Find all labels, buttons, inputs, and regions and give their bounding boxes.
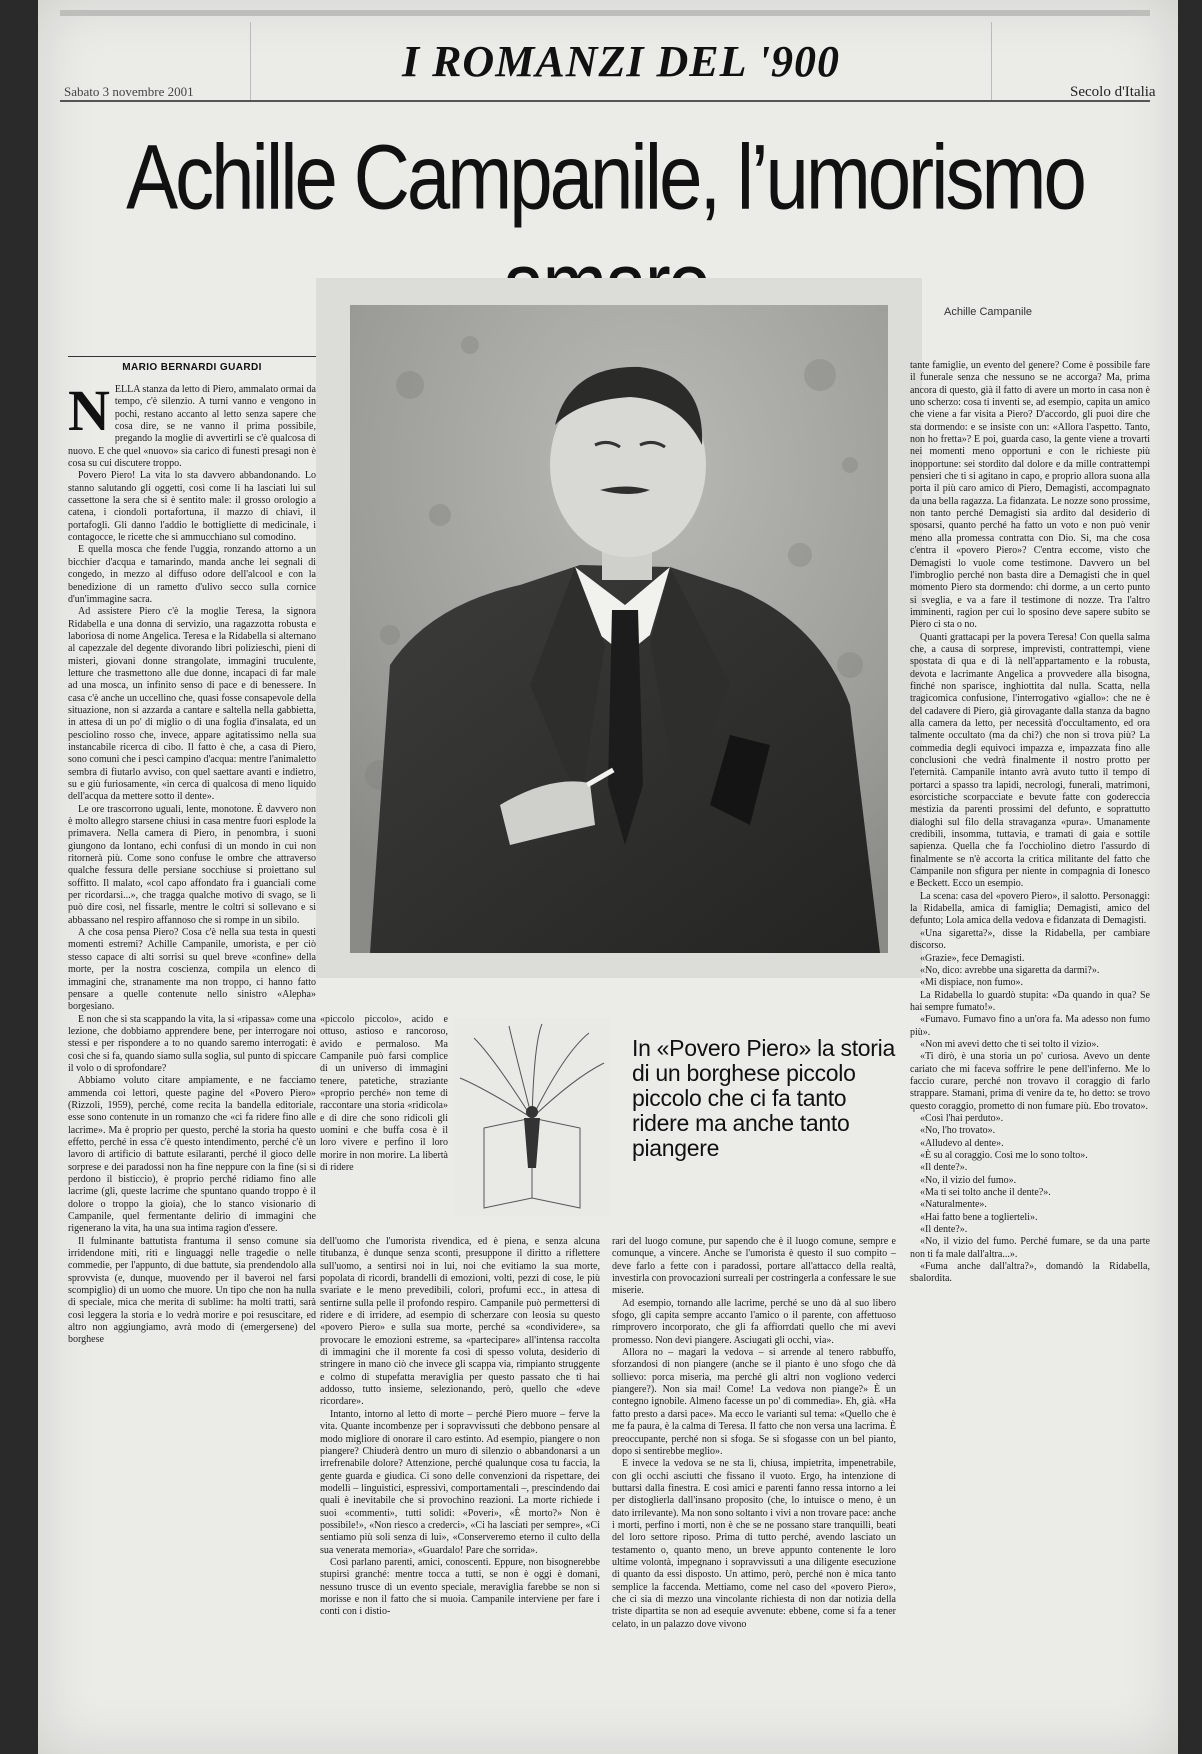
masthead: [250, 22, 992, 100]
paragraph: «Naturalmente».: [920, 1199, 987, 1211]
paragraph: [68, 384, 316, 470]
newspaper-name: Secolo d'Italia: [1070, 84, 1156, 100]
paragraph: «No, l'ho trovato».: [920, 1125, 996, 1137]
paragraph: La scena: casa del «povero Piero», il salotto. Personaggi: la Ridabella, amica di famiglia; Demagisti, amico del defunto; Lola amica della vedova e fidanzata di Demagisti.: [910, 890, 1150, 927]
author-byline: MARIO BERNARDI GUARDI: [122, 362, 262, 373]
paragraph: Povero Piero! La vita lo sta davvero abbandonando. Lo stanno salutando gli oggetti, così come li ha lasciati lui sul cassettone la sera che si è sentito male: il grosso orologio a catena, i ciondoli portafortuna, il mazzo di chiavi, il portafogli. Gli danno l'addio le bottigliette di medicinale, i contagocce, le ricette che si ammucchiano sul comodino.: [68, 470, 316, 544]
paragraph: «Così l'hai perduto».: [920, 1112, 1004, 1124]
paragraph: E invece la vedova se ne sta lì, chiusa, impietrita, impenetrabile, con gli occhi asciutti che fissano il vuoto. Ergo, ha intenzione di buttarsi dalla finestra. E così amici e parenti fanno ressa intorno a lei per distoglierla dall'insano proposito (che, lo intuisce o meno, è un dato irrilevante). Ma non sono soltanto i vivi a non trovare pace: anche i morti, perfino i morti, non è che se ne possano stare tranquilli, beati del loro settore riposo. Prima di tutto perché, avendo lasciato un testamento o, quanto meno, un breve appunto contenente le loro ultime volontà, impegnano i sopravvissuti a una diligente esecuzione di quanto da essi disposto. Un attimo, però, perché non è mica tanto semplice la faccenda. Mettiamo, come nel caso del «povero Piero», che ci sia di mezzo una vincolante richiesta di non dar notizia della triste dipartita se non ad esequie avvenute: ebbene, come si fa a tener celato, in un palazzo dove vivono: [612, 1458, 896, 1630]
paragraph: Ad esempio, tornando alle lacrime, perché se uno dà al suo libero sfogo, gli capita sempre accanto l'amico o il parente, con affettuoso rimprovero incorporato, che gli fa affiorrdati quello che mi avevi promesso. Non devi piangere. Asciugati gli occhi, via».: [612, 1297, 896, 1346]
paragraph: «Non mi avevi detto che ti sei tolto il vizio».: [920, 1038, 1099, 1050]
portrait-photo: [350, 305, 888, 953]
paragraph: «Alludevo al dente».: [920, 1137, 1004, 1149]
paragraph: Quanti grattacapi per la povera Teresa! Con quella salma che, a causa di sorprese, imprevisti, contrattempi, viene spostata di qua e di là nell'appartamento e la robusta, devota e lacrimante Angelica a provvedere alla bisogna, finché non sparisce, inghiottita dal nulla. Scatta, nella tragicomica confusione, l'interrogativo «giallo»: che ne è del cadavere di Piero, già girovagante dalla stanza da bagno alla camera da letto, per necessità d'occultamento, ed ora talmente occultato (ma da chi?) che non si trova più? La commedia degli equivoci impazza e, impazzata fino alle conclusioni che vedrà finalmente il nostro protto per l'eternità. Campanile intanto avrà avuto tutto il tempo di portarci a spasso tra lapidi, necrologi, funerali, matrimoni, esorcistiche scorpacciate e bevute fatte con godereccia mestizia da parenti prossimi del defunto, e soprattutto dialoghi sul filo della stravaganza «pura». Umanamente credibili, insomma, tuttavia, e tramati di gaia e sottile sapienza. Quella che fa l'occhiolino dietro l'assurdo di finalmente se n'è accorta la critica militante del fatto che Campanile non sfigura per niente in compagnia di Ionesco e Beckett. Ecco un esempio.: [910, 631, 1150, 890]
paragraph: A che cosa pensa Piero? Cosa c'è nella sua testa in questi momenti estremi? Achille Campanile, umorista, e per ciò stesso capace di alti sorrisi su quel breve «confine» della morte, per la nostra coscienza, compila un elenco di immagini che, stranamente ma non troppo, ci hanno fatto pensare a quelle contenute nello sinistro «Alepha» borgesiano.: [68, 927, 316, 1013]
paragraph: «Grazie», fece Demagisti.: [920, 952, 1025, 964]
drop-cap: N: [68, 384, 110, 443]
paragraph: E non che si sta scappando la vita, la si «ripassa» come una lezione, che dobbiamo apprendere bene, per interrogare noi stessi e per rispondere a to no quando saremo interrogati: è così che si fa, quando siamo sulla soglia, sul punto di spiccare il volo o di sprofondare?: [68, 1013, 316, 1074]
paragraph: «Ti dirò, è una storia un po' curiosa. Avevo un dente cariato che mi faceva soffrire le pene dell'inferno. Me lo faccio curare, perché non trovavo il coraggio di farlo strappare. Stamani, prima di venire da te, ho detto: se trovo questo coraggio, prometto di non fumare più. Ebo trovato».: [910, 1051, 1150, 1112]
article-column-left: [68, 384, 316, 1746]
paragraph: «Il dente?».: [920, 1224, 968, 1236]
paragraph: «Hai fatto bene a toglierteli».: [920, 1211, 1038, 1223]
paragraph: E quella mosca che fende l'uggia, ronzando attorno a un bicchier d'acqua e tamarindo, manda anche lei segnali di congedo, in mezzo al diffuso odore dell'alcool e con la benedizione di un rametto d'ulivo secco sulla cornice d'un'immagine sacra.: [68, 544, 316, 605]
issue-date: Sabato 3 novembre 2001: [64, 84, 194, 99]
article-column-under-photo: [320, 1014, 448, 1232]
paragraph: «Fuma anche dall'altra?», domandò la Ridabella, sbalordita.: [910, 1261, 1150, 1285]
paragraph: La Ridabella lo guardò stupita: «Da quando in qua? Se hai sempre fumato!».: [910, 989, 1150, 1013]
pull-quote: In «Povero Piero» la storia di un borghese piccolo piccolo che ci fa tanto ridere ma anche tanto piangere: [632, 1035, 895, 1161]
paragraph: rari del luogo comune, pur sapendo che è il luogo comune, sempre e comunque, a vincere. Anche se l'umorista è questo il suo compito – deve farlo a fette con i paradossi, portare all'attacco della realtà, investirla con provocazioni surreali per costringerla a confessare le sue miserie.: [612, 1236, 896, 1297]
paragraph: «È su al coraggio. Così me lo sono tolto».: [920, 1150, 1088, 1161]
paragraph: Intanto, intorno al letto di morte – perché Piero muore – ferve la vita. Quante incombenze per i sopravvissuti che debbono pensare al modo migliore di onorare il caro estinto. Ad esempio, piangere o non piangere? Chiuderà dentro un muro di silenzio o abbandonarsi a un irrefrenabile dolore? Attenzione, perché qualunque cosa tu faccia, la gente guarda e giudica. Ci sono delle convenzioni da rispettare, dei modelli – linguistici, espressivi, comportamentali –, prescindendo dai quali è inevitabile che si provochino reazioni. La morte richiede i suoi «commenti», tutti solidi: «Poveri», «È morto?» Non è possibile!», «Non riesco a crederci», «Ci ha lasciati per sempre», «Ci sentiamo più soli senza di lui», «Conserveremo eterno il culto della sua venerata memoria», «Guardalo! Pare che sorrida».: [320, 1408, 600, 1556]
paragraph: Abbiamo voluto citare ampiamente, e ne facciamo ammenda coi lettori, queste pagine del «Povero Piero» (Rizzoli, 1959), perché, come recita la bandella editoriale, esse sono contenute in un romanzo che «ci fa ridere fino alle lacrime». Ma è proprio per questo, perché la storia ha questo effetto, perché in essa c'è questo intendimento, perché c'è un lavoro di artificio di battute esilaranti, perché il gioco delle sorprese e dei paradossi non ha fine neppure con la fine (si si perdono il bisticcio), è proprio perché ridiamo fino alle lacrime (gli, queste lacrime che spuntano quando troppo è il dolore o troppo la gioia), che lo stanco visionario di Campanile, quel fermentante delirio di immagini che rigenerano la vita, ha una sua intima ragion d'essere.: [68, 1075, 316, 1235]
photo-caption: Achille Campanile: [944, 306, 1033, 318]
paragraph: «No, dico: avrebbe una sigaretta da darmi?».: [920, 964, 1100, 976]
paragraph: «Fumavo. Fumavo fino a un'ora fa. Ma adesso non fumo più».: [910, 1014, 1150, 1038]
paragraph-text: ELLA stanza da letto di Piero, ammalato ormai da tempo, c'è silenzio. A turni vanno e vengono in pochi, restano accanto al letto senza sapere che cosa dire, se ne vanno il prima possibile, pregando la moglie di avvertirli se c'è qualcosa di nuovo. E che quel «nuovo» sia carico di funesti presagi non è cosa su cui discutere troppo.: [68, 384, 316, 470]
paragraph: Così parlano parenti, amici, conoscenti. Eppure, non bisognerebbe stupirsi granché: mentre tocca a tutti, se non è oggi è domani, nessuno trusce di un evento speciale, meraviglia farebbe se non si morisse e non il fatto che si muoia. Campanile interviene per fare i conti con i distio-: [320, 1556, 600, 1618]
paragraph: «Una sigaretta?», disse la Ridabella, per cambiare discorso.: [910, 927, 1150, 952]
paragraph: Ad assistere Piero c'è la moglie Teresa, la signora Ridabella e una donna di servizio, una ragazzotta robusta e laboriosa di nome Angelica. Teresa e la Ridabella si alternano al capezzale del degente divorando libri polizieschi, pieni di misteri, giovani donne strangolate, immagini truculente, letture che trasmettono alle due donne, incapaci di far male ad una mosca, un infinito senso di pace e di benessere. In casa c'è anche un uccellino che, quasi fosse consapevole della situazione, non si azzarda a cantare e saltella nella gabbietta, in attesa di un po' di miglio o di una foglia d'insalata, ed un pesciolino rosso che, invece, appare agitatissimo nella sua instancabile ricerca di cibo. Il fatto è che, a casa di Piero, sono comuni che i pesci campino d'acqua: mentre l'animaletto sembra di fiutarlo avviso, con quel saettare avanti e indietro, su e giù furiosamente, «in cerca di qualcosa di meno liquido dell'acqua da mettere sotto il dente».: [68, 606, 316, 803]
article-column-right: [910, 360, 1150, 1746]
article-headline: Achille Campanile, l’umorismo: [126, 124, 1084, 229]
article-column-middle-1: [320, 1236, 600, 1744]
paragraph: «No, il vizio del fumo. Perché fumare, se da una parte non ti fa male dall'altra...».: [910, 1236, 1150, 1260]
section-title: I ROMANZI DEL '900: [401, 37, 841, 86]
paragraph: «Ma ti sei tolto anche il dente?».: [920, 1187, 1051, 1199]
top-border-band: [60, 10, 1150, 16]
article-column-middle-2: [612, 1236, 896, 1744]
masthead-rule: [60, 100, 1150, 102]
paragraph: Le ore trascorrono uguali, lente, monotone. È davvero non è molto allegro starsene chiusi in casa mentre fuori esplode la primavera. Nella camera di Piero, in penombra, i suoni giungono da lontano, echi confusi di un mondo in cui non ritornerà più. Come sono confuse le ombre che attraverso qualche fessura delle persiane socchiuse si proiettano sul soffitto. Il malato, «col capo affondato fra i guanciali come per ricordarsi...», che tragga qualche motivo di svago, se lì può dire così, nel fissarle, mentre le coltri si sollevano e si abbassano nel respiro affannoso che si rompe in un sibilo.: [68, 803, 316, 926]
book-illustration: [454, 1018, 610, 1216]
paragraph: «Mi dispiace, non fumo».: [920, 977, 1024, 989]
paragraph: «Il dente?».: [920, 1162, 968, 1174]
paragraph: «No, il vizio del fumo».: [920, 1174, 1017, 1186]
paragraph: Allora no – magari la vedova – si arrende al tenero rabbuffo, sforzandosi di non piangere (anche se il pianto è uno sfogo che dà sollievo: porca miseria, ma perché gli altri non vogliono vederci piangere?). Non sia mai! Come! La vedova non piange?» È un contegno ignobile. Almeno facesse un po' di commedia». Eh, già. «Ha fatto presto a darsi pace». Ma ecco le varianti sul tema: «Quello che è me fa paura, è la calma di Teresa. Il fatto che non versa una lacrima. È preoccupante, perché non si sfoga. Se si sfogasse con un bel pianto, dopo si sentirebbe meglio».: [612, 1347, 896, 1457]
paragraph: tante famiglie, un evento del genere? Come è possibile fare il funerale senza che nessuno se ne accorga? Ma, prima ancora di questo, già il fatto di avere un morto in casa non è uno scherzo: cosa ti inventi se, ad esempio, capita un amico che viene a far visita a Piero? D'accordo, gli puoi dire che sta dormendo: e se insiste con un: «Allora l'aspetto. Tanto, non ho fretta»? E poi, guarda caso, la gente viene a trovarti nei momenti meno opportuni e con le richieste più inopportune: sei stordito dal dolore e da mille contrattempi pensieri che ti si agitano in capo, e proprio allora suona alla porta il più caro amico di Piero, Demagisti, accompagnato da una bella ragazza. La fidanzata. Le nozze sono prossime, non tanto perché Demagisti sia ardito dal desiderio di sposarsi, quanto perché ha fatto un voto e non può venir meno alla promessa contratta con Dio. Si, ma che cosa c'entra il «povero Piero»? C'entra eccome, visto che Demagisti lo vuole come testimone. Davvero un bel l'imbroglio perché non basta dire a Demagisti che in quel momento Piero sta dormendo: chi dorme, a un certo punto si sveglia, e va a fare il testimone di nozze. Tra l'altro imminenti, ragion per cui lo sposino deve sapere subito se Piero ci sta o no.: [910, 360, 1150, 631]
byline-rule: [68, 356, 316, 357]
paragraph: Il fulminante battutista frantuma il senso comune sia irridendone miti, riti e linguaggi nelle tragedie o nelle commedie, per l'appunto, di due battute, sia prendendolo alla sprovvista (e, dunque, muovendo per il baveroi nel farsi scompiglio) di un uomo che muore. Un tipo che non ha nulla di speciale, mica che merita di sublime: ha molti tratti, sarà così leggera la storia e lo vedrà morire e poi resuscitare, ed altro non aggiungiamo, avrà modo di (emergersene) del borghese: [68, 1235, 316, 1346]
paragraph: «piccolo piccolo», acido e ottuso, astioso e rancoroso, avido e permaloso. Ma Campanile può farsi complice di un universo di immagini tenere, patetiche, straziante «proprio perché» non teme di raccontare una storia «ridicola» e di dire che sono ridicoli gli uomini e che buffa cosa è il loro vivere e perfino il loro morire in non morire. La libertà di ridere: [320, 1014, 448, 1174]
paragraph: dell'uomo che l'umorista rivendica, ed è piena, e senza alcuna titubanza, è dunque senza sconti, presuppone il diritto a riflettere sull'uomo, a sentirsi noi in lui, noi che evitiamo la sua morte, popolata di ricordi, brandelli di emozioni, volti, pezzi di cose, le più svariate e le meno prevedibili, colori, profumi ecc., in attesa di sentirne sulla pelle il profondo respiro. Campanile può permettersi di ridere e di irridere, ad esempio di scherzare con leosia su questo «povero Piero» e sulla sua morte, perché sa «condividere», sa provocare le emozioni estreme, sa «partecipare» all'intensa raccolta di immagini che il morente fa così di spesso voluta, desiderio di stringere in mano ciò che invece gli scappa via, rimpianto struggente e colmo di stupefatta meraviglia per questo passato che ti hai addosso, tutto insieme, selezionando, però, quello che «deve ricordare».: [320, 1236, 600, 1408]
